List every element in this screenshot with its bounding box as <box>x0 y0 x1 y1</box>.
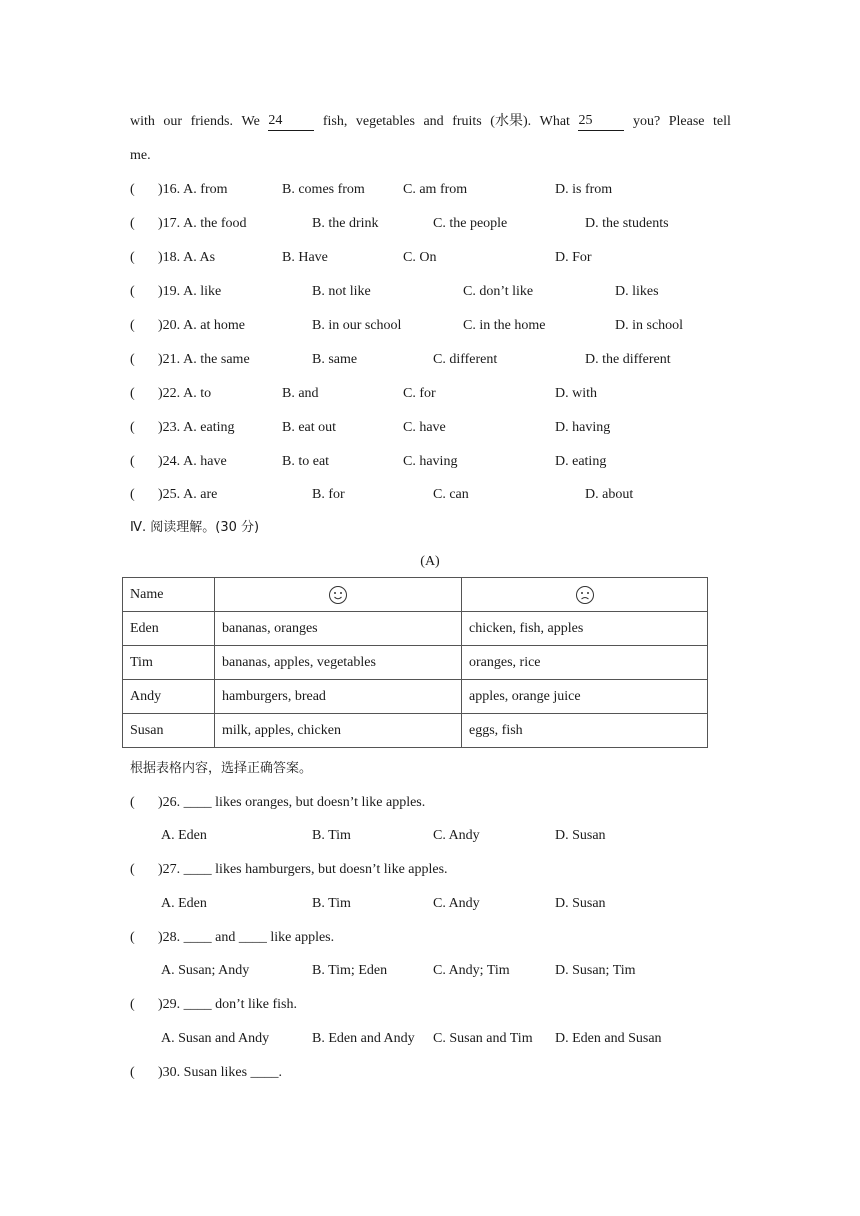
table-row <box>123 646 708 680</box>
question-stem: )30. Susan likes ____. <box>158 1065 283 1080</box>
answer-paren-open: ( <box>130 997 135 1012</box>
question-number: 17. <box>162 216 181 231</box>
option-b: B. to eat <box>282 454 330 469</box>
table-row <box>123 680 708 714</box>
question-number-and-option-a <box>158 419 235 437</box>
answer-paren-open: ( <box>130 930 135 945</box>
option-b: B. the drink <box>312 216 379 231</box>
option-d: D. in school <box>615 318 684 333</box>
answer-paren-open: ( <box>130 284 135 299</box>
answer-paren-close: ) <box>158 284 163 299</box>
passage-word: tell <box>713 114 731 129</box>
option-d: D. is from <box>555 182 613 197</box>
option-c: C. On <box>403 250 437 265</box>
option-a: A. Susan and Andy <box>161 1031 270 1046</box>
option-d: D. Eden and Susan <box>555 1031 662 1046</box>
option-b: B. in our school <box>312 318 402 333</box>
blank-24: 24 <box>268 113 314 131</box>
table-cell-dislikes: apples, orange juice <box>462 680 708 714</box>
answer-paren-close: ) <box>158 487 163 502</box>
option-a: A. are <box>183 487 218 502</box>
option-a: A. eating <box>183 420 235 435</box>
passage-line-2: me. <box>130 148 151 163</box>
option-d: D. Susan <box>555 828 606 843</box>
option-c: C. for <box>403 386 436 401</box>
option-a: A. to <box>183 386 212 401</box>
answer-paren-close: ) <box>158 250 163 265</box>
option-b: B. not like <box>312 284 371 299</box>
option-d: D. For <box>555 250 592 265</box>
question-number-and-option-a <box>158 351 250 369</box>
sad-face-icon <box>575 585 595 605</box>
answer-paren-open: ( <box>130 386 135 401</box>
question-stem: )27. ____ likes hamburgers, but doesn’t like apples. <box>158 862 448 877</box>
question-number: 22. <box>162 386 181 401</box>
option-d: D. about <box>585 487 634 502</box>
option-d: D. Susan; Tim <box>555 963 636 978</box>
option-b: B. comes from <box>282 182 365 197</box>
question-number-and-option-a <box>158 385 211 403</box>
option-a: A. like <box>183 284 222 299</box>
answer-paren-open: ( <box>130 454 135 469</box>
option-a: A. Eden <box>161 896 207 911</box>
option-d: D. the different <box>585 352 671 367</box>
option-a: A. the same <box>183 352 250 367</box>
answer-paren-close: ) <box>158 386 163 401</box>
question-stem: )28. ____ and ____ like apples. <box>158 930 335 945</box>
passage-word: and <box>423 114 444 129</box>
question-number: 21. <box>162 352 181 367</box>
answer-paren-close: ) <box>158 352 163 367</box>
option-d: D. Susan <box>555 896 606 911</box>
passage-word: our <box>163 114 183 129</box>
table-cell-dislikes: chicken, fish, apples <box>462 612 708 646</box>
table-cell-likes: bananas, apples, vegetables <box>215 646 462 680</box>
answer-paren-close: ) <box>158 420 163 435</box>
option-c: C. Andy <box>433 896 480 911</box>
answer-paren-open: ( <box>130 352 135 367</box>
passage-word: you? <box>632 114 661 129</box>
passage-word: fish, <box>322 114 348 129</box>
option-c: C. the people <box>433 216 508 231</box>
question-number: 20. <box>162 318 181 333</box>
question-number: 23. <box>162 420 181 435</box>
option-b: B. same <box>312 352 358 367</box>
table-cell-name: Tim <box>123 646 215 680</box>
blank-25: 25 <box>578 113 624 131</box>
passage-word: Please <box>668 114 705 129</box>
passage-word: (水果). <box>490 114 532 129</box>
option-d: D. with <box>555 386 597 401</box>
option-c: C. have <box>403 420 446 435</box>
question-number-and-option-a <box>158 249 215 267</box>
option-a: A. the food <box>183 216 247 231</box>
option-b: B. and <box>282 386 319 401</box>
answer-paren-open: ( <box>130 487 135 502</box>
option-a: A. have <box>183 454 227 469</box>
table-header-row <box>123 578 708 612</box>
option-c: C. having <box>403 454 458 469</box>
question-number: 25. <box>162 487 181 502</box>
table-cell-likes: milk, apples, chicken <box>215 714 462 748</box>
option-a: A. As <box>183 250 216 265</box>
answer-paren-open: ( <box>130 318 135 333</box>
instruction-text: 根据表格内容，选择正确答案。 <box>130 761 313 776</box>
question-number-and-option-a <box>158 283 221 301</box>
option-a: A. at home <box>183 318 245 333</box>
option-b: B. Tim <box>312 828 351 843</box>
food-preference-table <box>122 577 708 748</box>
option-b: B. for <box>312 487 345 502</box>
question-number-and-option-a <box>158 486 217 504</box>
option-c: C. am from <box>403 182 468 197</box>
option-b: B. Tim; Eden <box>312 963 388 978</box>
table-cell-likes: hamburgers, bread <box>215 680 462 714</box>
header-name: Name <box>123 578 215 612</box>
option-c: C. Andy; Tim <box>433 963 510 978</box>
option-c: C. different <box>433 352 498 367</box>
option-c: C. can <box>433 487 469 502</box>
passage-word: fruits <box>452 114 482 129</box>
section-title: Ⅳ. 阅读理解。(30 分) <box>130 520 260 535</box>
option-d: D. having <box>555 420 611 435</box>
passage-line-1 <box>130 113 731 131</box>
passage-word: What <box>539 114 570 129</box>
question-stem: )26. ____ likes oranges, but doesn’t like apples. <box>158 795 426 810</box>
question-number-and-option-a <box>158 317 245 335</box>
option-c: C. in the home <box>463 318 546 333</box>
table-cell-name: Eden <box>123 612 215 646</box>
option-a: A. Eden <box>161 828 207 843</box>
passage-word: with <box>130 114 155 129</box>
option-c: C. Susan and Tim <box>433 1031 533 1046</box>
question-number: 19. <box>162 284 181 299</box>
option-a: A. from <box>183 182 228 197</box>
table-row <box>123 612 708 646</box>
answer-paren-open: ( <box>130 795 135 810</box>
passage-word: vegetables <box>355 114 415 129</box>
table-cell-dislikes: oranges, rice <box>462 646 708 680</box>
table-cell-likes: bananas, oranges <box>215 612 462 646</box>
answer-paren-open: ( <box>130 216 135 231</box>
question-number: 24. <box>162 454 181 469</box>
answer-paren-open: ( <box>130 420 135 435</box>
table-cell-name: Andy <box>123 680 215 714</box>
part-a-label: (A) <box>420 554 440 569</box>
table-row <box>123 714 708 748</box>
option-d: D. likes <box>615 284 659 299</box>
answer-paren-open: ( <box>130 250 135 265</box>
answer-paren-close: ) <box>158 182 163 197</box>
answer-paren-open: ( <box>130 862 135 877</box>
option-d: D. the students <box>585 216 669 231</box>
question-number-and-option-a <box>158 181 228 199</box>
answer-paren-open: ( <box>130 182 135 197</box>
option-d: D. eating <box>555 454 607 469</box>
passage-word: We <box>241 114 260 129</box>
option-b: B. eat out <box>282 420 337 435</box>
answer-paren-open: ( <box>130 1065 135 1080</box>
answer-paren-close: ) <box>158 318 163 333</box>
option-b: B. Tim <box>312 896 351 911</box>
passage-word: friends. <box>190 114 233 129</box>
option-c: C. Andy <box>433 828 480 843</box>
question-number-and-option-a <box>158 453 227 471</box>
smiley-face-icon <box>328 585 348 605</box>
option-a: A. Susan; Andy <box>161 963 250 978</box>
option-c: C. don’t like <box>463 284 534 299</box>
option-b: B. Have <box>282 250 328 265</box>
answer-paren-close: ) <box>158 454 163 469</box>
header-like <box>215 578 462 612</box>
question-number-and-option-a <box>158 215 247 233</box>
option-b: B. Eden and Andy <box>312 1031 415 1046</box>
header-dislike <box>462 578 708 612</box>
table-cell-name: Susan <box>123 714 215 748</box>
question-number: 18. <box>162 250 181 265</box>
table-cell-dislikes: eggs, fish <box>462 714 708 748</box>
question-number: 16. <box>162 182 181 197</box>
answer-paren-close: ) <box>158 216 163 231</box>
question-stem: )29. ____ don’t like fish. <box>158 997 297 1012</box>
